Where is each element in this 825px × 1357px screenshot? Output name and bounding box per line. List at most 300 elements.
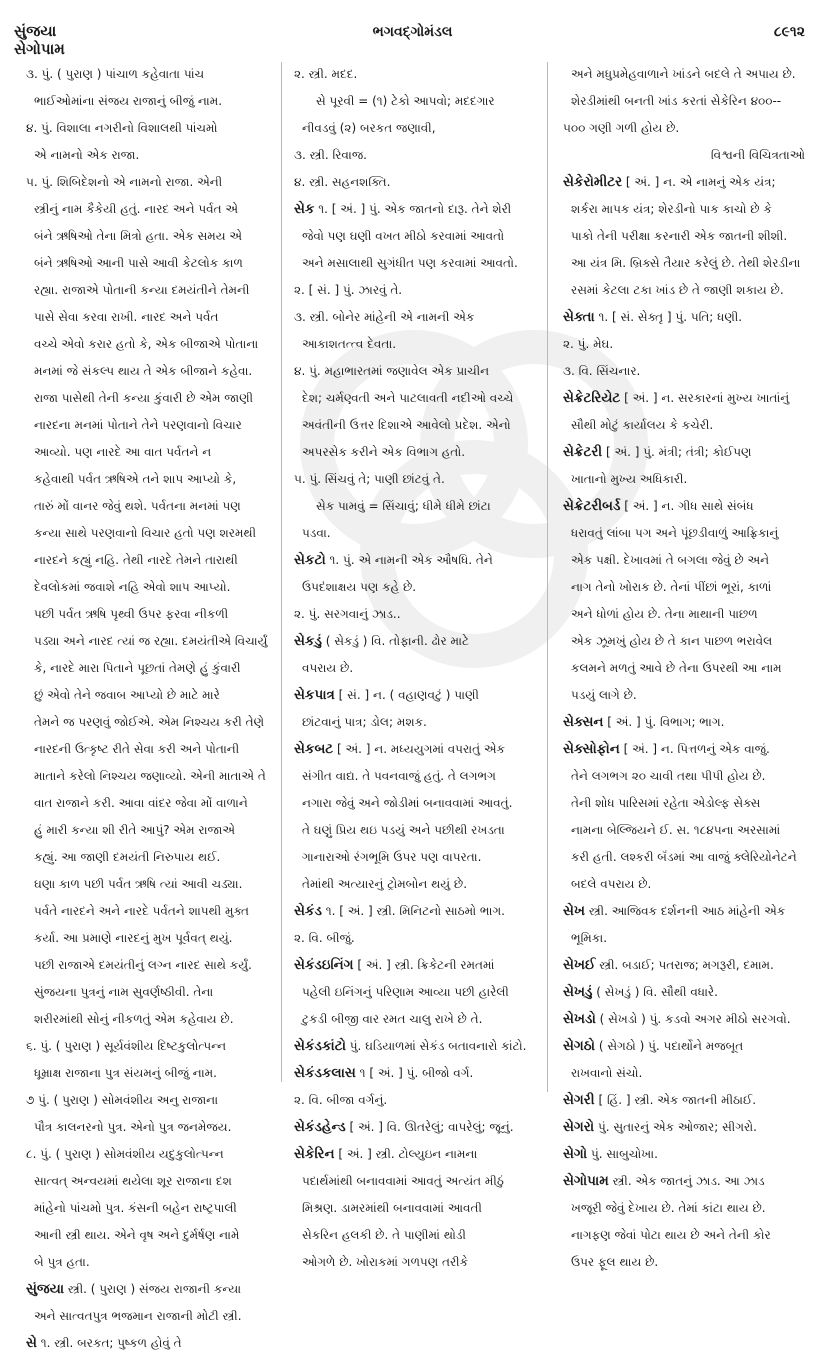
definition-text: એક ઝૂમખું હોય છે તે કાન પાછળ ભરાવેલ: [571, 634, 773, 648]
text-line: [294, 412, 536, 439]
definition-text: [ અં. ] સ્ત્રી. ક્રિકેટની રમતમાં: [353, 958, 495, 972]
guide-word-last: સેગોપામ: [14, 40, 65, 58]
text-line: [26, 520, 268, 547]
text-line: [294, 1222, 536, 1249]
book-title: ભગવદ્ગોમંડલ: [372, 24, 453, 40]
headword: સેકંડકલાસ: [294, 1065, 356, 1081]
definition-text: [ અં. ] પું. વિભાગ; ભાગ.: [603, 715, 725, 729]
definition-text: ૩. વિ. સિંચનાર.: [563, 364, 641, 378]
definition-text: વાત રાજાને કરી. આવા વાંદર જેવા મોં વાળાને: [34, 796, 248, 810]
definition-text: શરીરમાંથી સોનું નીકળતું એમ કહેવાય છે.: [34, 1012, 234, 1026]
definition-text: પું. ઘડિયાળમાં સેકંડ બતાવનારો કાંટો.: [345, 1039, 527, 1053]
definition-text: સુંજયના પુત્રનું નામ સુવર્ણષ્ઠીવી. તેના: [34, 985, 214, 999]
text-line: [294, 817, 536, 844]
headword: સેક્રેટરીબર્ડ: [563, 498, 621, 514]
headword: સેગરી: [563, 1092, 595, 1108]
text-line: [26, 547, 268, 574]
definition-text: તેને લગભગ ૨૦ ચાવી તથા પીપી હોય છે.: [571, 769, 766, 783]
definition-text: [ અં. ] ન. પિત્તળનું એક વાજું.: [619, 742, 770, 756]
text-line: [26, 277, 268, 304]
dictionary-entry-line: [563, 709, 805, 736]
definition-text: જેવો પણ ઘણી વખત મીઠો કરવામાં આવતો: [302, 229, 505, 243]
definition-text: સ્ત્રી. ( પુરાણ ) સંજય રાજાની કન્યા: [64, 1282, 242, 1296]
definition-text: ૪. સ્ત્રી. સહનશક્તિ.: [294, 175, 391, 189]
definition-text: ૧ [ અં. ] પું. બીજો વર્ગ.: [355, 1066, 474, 1080]
definition-text: ૪. પું. વિશાલા નગરીનો વિશાલથી પાંચમો: [26, 121, 218, 135]
definition-text: બે પુત્ર હતા.: [34, 1255, 90, 1269]
text-line: [294, 88, 536, 115]
definition-text: તે ઘણું પ્રિય થઇ પડયું અને પછીથી રખડતા: [302, 823, 505, 837]
dictionary-entry-line: [294, 196, 536, 223]
text-line: [26, 925, 268, 952]
definition-text: ૧. પું. એ નામની એક ઔષધિ. તેને: [325, 553, 493, 567]
column-3: [563, 61, 805, 1276]
text-line: [563, 1249, 805, 1276]
headword: સેકબટ: [294, 741, 334, 757]
dictionary-entry-line: [294, 1060, 536, 1087]
text-line: [294, 925, 536, 952]
definition-text: કર્યા. આ પ્રમાણે નારદનું મુખ પૂર્વવત્ થયું.: [34, 931, 233, 945]
text-line: [26, 223, 268, 250]
definition-text: ૭ પું. ( પુરાણ ) સોમવંશીય અનુ રાજાના: [26, 1093, 219, 1107]
definition-text: પડ્યા અને નારદ ત્યાં જ રહ્યા. દમયંતીએ વિચાર્યું: [34, 634, 268, 648]
text-line: [294, 709, 536, 736]
text-line: [563, 601, 805, 628]
definition-text: અને સાત્વતપુત્ર ભજમાન રાજાની મોટી સ્ત્રી.: [34, 1309, 242, 1323]
dictionary-entry-line: [563, 439, 805, 466]
definition-text: નારદના મનમાં પોતાને તેને પરણવાનો વિચાર: [34, 418, 242, 432]
text-line: [26, 412, 268, 439]
text-line: [294, 655, 536, 682]
text-line: [294, 223, 536, 250]
definition-text: સ્ત્રી. એક જાતનું ઝાડ. આ ઝાડ: [608, 1174, 765, 1188]
dictionary-entry-line: [563, 1141, 805, 1168]
dictionary-entry-line: [563, 1006, 805, 1033]
definition-text: પાસે સેવા કરવા રાખી. નારદ અને પર્વત: [34, 310, 219, 324]
text-line: [26, 898, 268, 925]
definition-text: સેક પામવું = સિંચાવું; ધીમે ધીમે છાંટા: [316, 499, 491, 513]
text-line: [563, 1060, 805, 1087]
headword: સેકેરોમીટર: [563, 174, 623, 190]
definition-text: હું મારી કન્યા શી રીતે આપું? એમ રાજાએ: [34, 823, 235, 837]
definition-text: વચ્ચે એવો કરાર હતો કે, એક બીજાએ પોતાના: [34, 337, 259, 351]
headword: સેકટો: [294, 552, 326, 568]
definition-text: વિશ્વની વિચિત્રતાઓ: [710, 148, 805, 162]
definition-text: ભાઈઓમાંના સંજય રાજાનું બીજું નામ.: [34, 94, 223, 108]
definition-text: કે, નારદે મારા પિતાને પૂછતાં તેમણે હું કુંવારી: [34, 661, 241, 675]
headword: સેગોપામ: [563, 1173, 609, 1189]
headword: સેગઠો: [563, 1038, 596, 1054]
definition-text: ટુકડી બીજી વાર રમત ચાલુ રાખે છે તે.: [302, 1012, 483, 1026]
definition-text: આવ્યો. પણ નારદે આ વાત પર્વતને ન: [34, 445, 212, 459]
definition-text: [ અં. ] વિ. ઊતરેલું; વાપરેલું; જૂનું.: [345, 1120, 514, 1134]
headword: સેગરો: [563, 1119, 595, 1135]
headword: સેક: [294, 201, 315, 217]
text-line: [26, 979, 268, 1006]
text-line: [563, 574, 805, 601]
column-divider: [281, 62, 282, 1082]
text-line: [26, 88, 268, 115]
text-line: [563, 466, 805, 493]
text-line: [26, 1087, 268, 1114]
dictionary-entry-line: [294, 952, 536, 979]
definition-text: મિશ્રણ. ડામરમાંથી બનાવવામાં આવતી: [302, 1201, 482, 1215]
text-line: [563, 412, 805, 439]
text-line: [563, 844, 805, 871]
headword: સુંજયા: [26, 1281, 65, 1297]
definition-text: નગારા જેવું અને જોડીમાં બનાવવામાં આવતું.: [302, 796, 513, 810]
definition-text: માંહેનો પાંચમો પુત્ર. કંસની બહેન રાષ્ટ્રપાલી: [34, 1201, 237, 1215]
text-line: [26, 1168, 268, 1195]
text-line: [26, 628, 268, 655]
definition-text: બદલે વપરાય છે.: [571, 877, 652, 891]
headword: સેક્સન: [563, 714, 604, 730]
text-line: [294, 493, 536, 520]
definition-text: ૧. સ્ત્રી. બરકત; પુષ્કળ હોવું તે: [36, 1336, 182, 1350]
definition-text: પછી પર્વત ઋષિ પૃથ્વી ઉપર ફરવા નીકળી: [34, 607, 229, 621]
definition-text: પૌત્ર કાલનરનો પુત્ર. એનો પુત્ર જનમેજય.: [34, 1120, 232, 1134]
definition-text: એ નામનો એક રાજા.: [34, 148, 140, 162]
definition-text: ૨. સ્ત્રી. મદદ.: [294, 67, 358, 81]
text-line: [563, 61, 805, 88]
text-line: [563, 763, 805, 790]
headword: સેક્તા: [563, 309, 595, 325]
text-line: [294, 331, 536, 358]
definition-text: નામના બેલ્જિયને ઈ. સ. ૧૮૪૫ના અરસામાં: [571, 823, 781, 837]
definition-text: અને મધુપ્રમેહવાળાને ખાંડને બદલે તે અપાય છે.: [571, 67, 796, 81]
text-line: [26, 574, 268, 601]
dictionary-entry-line: [294, 736, 536, 763]
definition-text: તેમને જ પરણવું જોઈએ. એમ નિશ્ચય કરી તેણે: [34, 715, 265, 729]
text-line: [294, 1168, 536, 1195]
column-1: [26, 61, 268, 1357]
definition-text: બંને ઋષિઓ તેના મિત્રો હતા. એક સમય એ: [34, 229, 243, 243]
definition-text: [ અં. ] પું. મંત્રી; તંત્રી; કોઈપણ: [602, 445, 752, 459]
definition-text: પહેલી ઇનિંગનું પરિણામ આવ્યા પછી હારેલી: [302, 985, 509, 999]
definition-text: તેની શોધ પારિસમાં રહેતા એડોલ્ફ સેક્સ: [571, 796, 761, 810]
text-line: [26, 817, 268, 844]
definition-text: આ યંત્ર મિ. બ્રિક્સે તૈયાર કરેલું છે. તેથી શેરડીના: [571, 256, 801, 270]
dictionary-entry-line: [563, 1087, 805, 1114]
text-line: [294, 142, 536, 169]
definition-text: સ્ત્રીનું નામ કૈકેયી હતું. નારદ અને પર્વત એ: [34, 202, 239, 216]
dictionary-entry-line: [26, 1330, 268, 1357]
definition-text: દેશ; ચર્મણ્વતી અને પાટલાવતી નદીઓ વચ્ચે: [302, 391, 514, 405]
text-line: [294, 169, 536, 196]
text-line: [563, 196, 805, 223]
dictionary-entry-line: [563, 1168, 805, 1195]
definition-text: [ અં. ] ન. મધ્યયુગમાં વપરાતું એક: [333, 742, 506, 756]
headword: સેખડું: [563, 984, 593, 1000]
definition-text: ( સેખડો ) પું. કડવો અગર મીઠો સરગવો.: [595, 1012, 791, 1026]
dictionary-entry-line: [563, 1033, 805, 1060]
definition-text: પું. સાબુચોખા.: [587, 1147, 658, 1161]
definition-text: ઉપદંશાક્ષય પણ કહે છે.: [302, 580, 417, 594]
definition-text: વપરાય છે.: [302, 661, 354, 675]
definition-text: [ સં. ] ન. ( વહાણવટું ) પાણી: [334, 688, 479, 702]
definition-text: પાકો તેની પરીક્ષા કરનારી એક જાતની શીશી.: [571, 229, 788, 243]
text-line: [563, 358, 805, 385]
text-line: [294, 358, 536, 385]
dictionary-entry-line: [294, 898, 536, 925]
headword: સેકંડકાંટો: [294, 1038, 346, 1054]
definition-text: ખજૂરી જેવું દેખાય છે. તેમાં કાંટા થાય છે.: [571, 1201, 766, 1215]
headword: સેકડું: [294, 633, 322, 649]
text-line: [294, 304, 536, 331]
text-line: [26, 142, 268, 169]
text-line: [294, 1195, 536, 1222]
text-line: [563, 925, 805, 952]
text-line: [26, 331, 268, 358]
text-line: [563, 547, 805, 574]
dictionary-entry-line: [563, 898, 805, 925]
headword: સેકંડઇનિંગ: [294, 957, 354, 973]
definition-text: નીવડવું (૨) બરકત જણાવી,: [302, 121, 436, 135]
text-line: [26, 1114, 268, 1141]
text-line: [26, 1303, 268, 1330]
text-line: [294, 1249, 536, 1276]
headword: સેક્રેટરિયેટ: [563, 390, 621, 406]
dictionary-entry-line: [563, 979, 805, 1006]
page-number: ૮૯૧૨: [773, 24, 805, 40]
guide-word-first: સુંજયા: [14, 22, 57, 40]
definition-text: શેરડીમાંથી બનતી ખાંડ કરતાં સેકેરિન ૪૦૦--: [571, 94, 782, 108]
text-line: [26, 439, 268, 466]
dictionary-entry-line: [294, 1114, 536, 1141]
definition-text: ૩. સ્ત્રી. બોનેર માંહેની એ નામની એક: [294, 310, 475, 324]
dictionary-entry-line: [563, 385, 805, 412]
text-line: [563, 142, 805, 169]
definition-text: નાગફણ જેવાં પોટા થાય છે અને તેની કોર: [571, 1228, 771, 1242]
definition-text: [ અં. ] ન. સરકારનાં મુખ્ય ખાતાંનું: [620, 391, 790, 405]
text-line: [26, 682, 268, 709]
dictionary-entry-line: [294, 547, 536, 574]
text-line: [294, 601, 536, 628]
text-line: [294, 250, 536, 277]
definition-text: નારદને કહ્યું નહિ. તેથી નારદે તેમને તારાથી: [34, 553, 238, 567]
text-line: [26, 763, 268, 790]
text-line: [26, 1141, 268, 1168]
definition-text: ૫. પું. શિબિદેશનો એ નામનો રાજા. એની: [26, 175, 223, 189]
definition-text: ઓગળે છે. ખોરાકમાં ગળપણ તરીકે: [302, 1255, 469, 1269]
text-line: [563, 682, 805, 709]
text-line: [26, 952, 268, 979]
definition-text: [ હિં. ] સ્ત્રી. એક જાતની મીઠાઈ.: [594, 1093, 757, 1107]
definition-text: સ્ત્રી. બડાઈ; પતરાજ; મગરૂરી, દમામ.: [595, 958, 774, 972]
definition-text: ૧. [ સં. સેક્તૃ ] પું. પતિ; ધણી.: [594, 310, 743, 324]
definition-text: રસમાં કેટલા ટકા ખાંડ છે તે જાણી શકાય છે.: [571, 283, 784, 297]
text-line: [294, 385, 536, 412]
text-line: [294, 1087, 536, 1114]
definition-text: ૫. પું. સિંચવું તે; પાણી છાંટવું તે.: [294, 472, 445, 486]
text-line: [563, 520, 805, 547]
definition-text: ( સેખડું ) વિ. સૌથી વધારે.: [592, 985, 718, 999]
text-line: [563, 250, 805, 277]
text-line: [563, 790, 805, 817]
text-line: [563, 1195, 805, 1222]
definition-text: આની સ્ત્રી થાય. એને વૃષ અને દુર્મર્ષણ નામે: [34, 1228, 240, 1242]
definition-text: અપરસેક કરીને એક વિભાગ હતો.: [302, 445, 466, 459]
definition-text: ૨. પું. મેઘ.: [563, 337, 614, 351]
definition-text: ૪. પું. મહાભારતમાં જણાવેલ એક પ્રાચીન: [294, 364, 490, 378]
text-line: [294, 844, 536, 871]
definition-text: ૩. પું. ( પુરાણ ) પાંચાળ કહેવાતા પાંચ: [26, 67, 205, 81]
headword: સેક્સોફોન: [563, 741, 620, 757]
definition-text: ખાતાનો મુખ્ય અધિકારી.: [571, 472, 688, 486]
definition-text: ૨. વિ. બીજું.: [294, 931, 355, 945]
definition-text: દેવલોકમાં જવાશે નહિ એવો શાપ આપ્યો.: [34, 580, 231, 594]
definition-text: નાગ તેનો ખોરાક છે. તેનાં પીંછાં ભૂરાં, કાળાં: [571, 580, 772, 594]
text-line: [26, 115, 268, 142]
definition-text: ધૂમ્રાક્ષ રાજાના પુત્ર સંયમનું બીજું નામ.: [34, 1066, 217, 1080]
definition-text: ૨. [ સં. ] પું. ઝારવું તે.: [294, 283, 403, 297]
dictionary-entry-line: [563, 304, 805, 331]
definition-text: કલમને મળતું આવે છે તેના ઉપરથી આ નામ: [571, 661, 782, 675]
headword: સેકેરિન: [294, 1146, 335, 1162]
text-line: [26, 736, 268, 763]
text-line: [294, 277, 536, 304]
text-line: [26, 1195, 268, 1222]
text-line: [26, 196, 268, 223]
definition-text: અને મસાલાથી સુગંધીત પણ કરવામાં આવતો.: [302, 256, 518, 270]
definition-text: નારદની ઉત્કૃષ્ટ રીતે સેવા કરી અને પોતાની: [34, 742, 240, 756]
headword: સેગો: [563, 1146, 588, 1162]
definition-text: સે પૂરવી = (૧) ટેકો આપવો; મદદગાર: [316, 94, 495, 108]
text-line: [294, 520, 536, 547]
definition-text: રહ્યા. રાજાએ પોતાની કન્યા દમયંતીને તેમની: [34, 283, 250, 297]
definition-text: ૬. પું. ( પુરાણ ) સૂર્યવંશીય દિષ્ટકુલોત્પન્ન: [26, 1039, 227, 1053]
text-line: [563, 817, 805, 844]
dictionary-entry-line: [563, 736, 805, 763]
definition-text: કન્યા સાથે પરણવાનો વિચાર હતો પણ શરમથી: [34, 526, 257, 540]
text-line: [26, 385, 268, 412]
definition-text: પર્વતે નારદને અને નારદે પર્વતને શાપથી મુક્ત: [34, 904, 249, 918]
definition-text: માતાને કરેલો નિશ્ચય જણાવ્યો. એની માતાએ તે: [34, 769, 266, 783]
text-line: [26, 1060, 268, 1087]
definition-text: ૧. [ અં. ] સ્ત્રી. મિનિટનો સાઠમો ભાગ.: [321, 904, 505, 918]
dictionary-entry-line: [294, 1033, 536, 1060]
dictionary-entry-line: [563, 169, 805, 196]
headword: સેખઈ: [563, 957, 596, 973]
text-line: [563, 628, 805, 655]
definition-text: ધરાવતું લાંબા પગ અને પૂંછડીવાળું આફ્રિકાનું: [571, 526, 779, 540]
dictionary-entry-line: [563, 1114, 805, 1141]
definition-text: ( સેગઠો ) પું. પદાર્થોને મજબૂત: [595, 1039, 744, 1053]
text-line: [563, 871, 805, 898]
text-line: [294, 115, 536, 142]
text-line: [26, 1006, 268, 1033]
text-line: [563, 223, 805, 250]
definition-text: મનમાં જે સંકલ્પ થાય તે એક બીજાને કહેવા.: [34, 364, 253, 378]
definition-text: [ અં. ] ન. ગીધ સાથે સંબંધ: [620, 499, 754, 513]
dictionary-entry-line: [294, 1141, 536, 1168]
text-line: [294, 466, 536, 493]
headword: સેકંડહેન્ડ: [294, 1119, 346, 1135]
definition-text: છાંટવાનું પાત્ર; ડોલ; મશક.: [302, 715, 427, 729]
text-line: [294, 439, 536, 466]
text-line: [26, 655, 268, 682]
definition-text: સંગીત વાદ્ય. તે પવનવાજું હતું. તે લગભગ: [302, 769, 496, 783]
definition-text: પછી રાજાએ દમયંતીનું લગ્ન નારદ સાથે કર્યું.: [34, 958, 252, 972]
page-header: [0, 0, 825, 56]
column-2: [294, 61, 536, 1276]
headword: સેખ: [563, 903, 586, 919]
text-line: [563, 655, 805, 682]
definition-text: ભૂમિકા.: [571, 931, 608, 945]
text-line: [26, 61, 268, 88]
text-line: [26, 169, 268, 196]
dictionary-entry-line: [26, 1276, 268, 1303]
definition-text: એક પક્ષી. દેખાવમાં તે બગલા જેવું છે અને: [571, 553, 770, 567]
definition-text: પડયું લાગે છે.: [571, 688, 637, 702]
definition-text: સેકરિન હલકી છે. તે પાણીમાં થોડી: [302, 1228, 466, 1242]
text-line: [26, 790, 268, 817]
text-line: [563, 331, 805, 358]
definition-text: પદાર્થમાંથી બનાવવામાં આવતું અત્યંત મીઠું: [302, 1174, 504, 1188]
definition-text: બંને ઋષિઓ આની પાસે આવી કેટલોક કાળ: [34, 256, 243, 270]
definition-text: ૨. વિ. બીજા વર્ગનું.: [294, 1093, 388, 1107]
definition-text: સાત્વત્ અન્વયમાં થયેલા શૂર રાજાના દશ: [34, 1174, 232, 1188]
definition-text: ૧. [ અં. ] પું. એક જાતનો દારૂ. તેને શેરી: [314, 202, 512, 216]
headword: સેખડો: [563, 1011, 596, 1027]
text-line: [294, 871, 536, 898]
text-line: [294, 790, 536, 817]
definition-text: છું એવો તેને જવાબ આપ્યો છે માટે મારે: [34, 688, 220, 702]
dictionary-entry-line: [563, 493, 805, 520]
text-line: [294, 61, 536, 88]
text-line: [26, 709, 268, 736]
definition-text: ગાનારાઓ રંગભૂમિ ઉપર પણ વાપરતા.: [302, 850, 482, 864]
definition-text: અવંતીની ઉત્તર દિશાએ આવેલો પ્રદેશ. એનો: [302, 418, 511, 432]
column-divider: [547, 62, 548, 1092]
text-line: [26, 1033, 268, 1060]
definition-text: પું. સુતારનું એક ઓજાર; સીગરો.: [594, 1120, 757, 1134]
text-line: [26, 601, 268, 628]
definition-text: આકાશતત્ત્વ દેવતા.: [302, 337, 397, 351]
definition-text: કરી હતી. લશ્કરી બૅંડમાં આ વાજું ક્લેરિયોનેટને: [571, 850, 797, 864]
text-line: [26, 1222, 268, 1249]
definition-text: શર્કરા માપક યંત્ર; શેરડીનો પાક કાચો છે કે: [571, 202, 772, 216]
headword: સેકંડ: [294, 903, 322, 919]
headword: સે: [26, 1335, 37, 1351]
text-line: [26, 466, 268, 493]
dictionary-entry-line: [294, 628, 536, 655]
dictionary-entry-line: [294, 682, 536, 709]
text-line: [26, 1249, 268, 1276]
text-line: [26, 358, 268, 385]
text-line: [563, 115, 805, 142]
text-line: [294, 1006, 536, 1033]
definition-text: તારું મોં વાનર જેવું થશે. પર્વતના મનમાં પણ: [34, 499, 241, 513]
headword: સેકપાત્ર: [294, 687, 335, 703]
definition-text: કહ્યું. આ જાણી દમયંતી નિરુપાય થઈ.: [34, 850, 221, 864]
text-line: [26, 493, 268, 520]
definition-text: ૫૦૦ ગણી ગળી હોય છે.: [563, 121, 680, 135]
definition-text: [ અં. ] ન. એ નામનું એક યંત્ર;: [622, 175, 776, 189]
headword: સેક્રેટરી: [563, 444, 603, 460]
text-line: [26, 844, 268, 871]
text-line: [563, 88, 805, 115]
definition-text: રાજા પાસેથી તેની કન્યા કુંવારી છે એમ જાણી: [34, 391, 254, 405]
definition-text: કહેવાથી પર્વત ઋષિએ તને શાપ આપ્યો કે,: [34, 472, 237, 486]
definition-text: ( સેકડું ) વિ. તોફાની. ઢોર માટે: [321, 634, 469, 648]
definition-text: રાખવાનો સંચો.: [571, 1066, 643, 1080]
text-line: [294, 574, 536, 601]
definition-text: ૩. સ્ત્રી. રિવાજ.: [294, 148, 368, 162]
definition-text: સૌથી મોટું કાર્યાલય કે કચેરી.: [571, 418, 714, 432]
definition-text: અને ધોળાં હોય છે. તેના માથાની પાછળ: [571, 607, 758, 621]
definition-text: ૨. પું. સરગવાનું ઝાડ..: [294, 607, 401, 621]
